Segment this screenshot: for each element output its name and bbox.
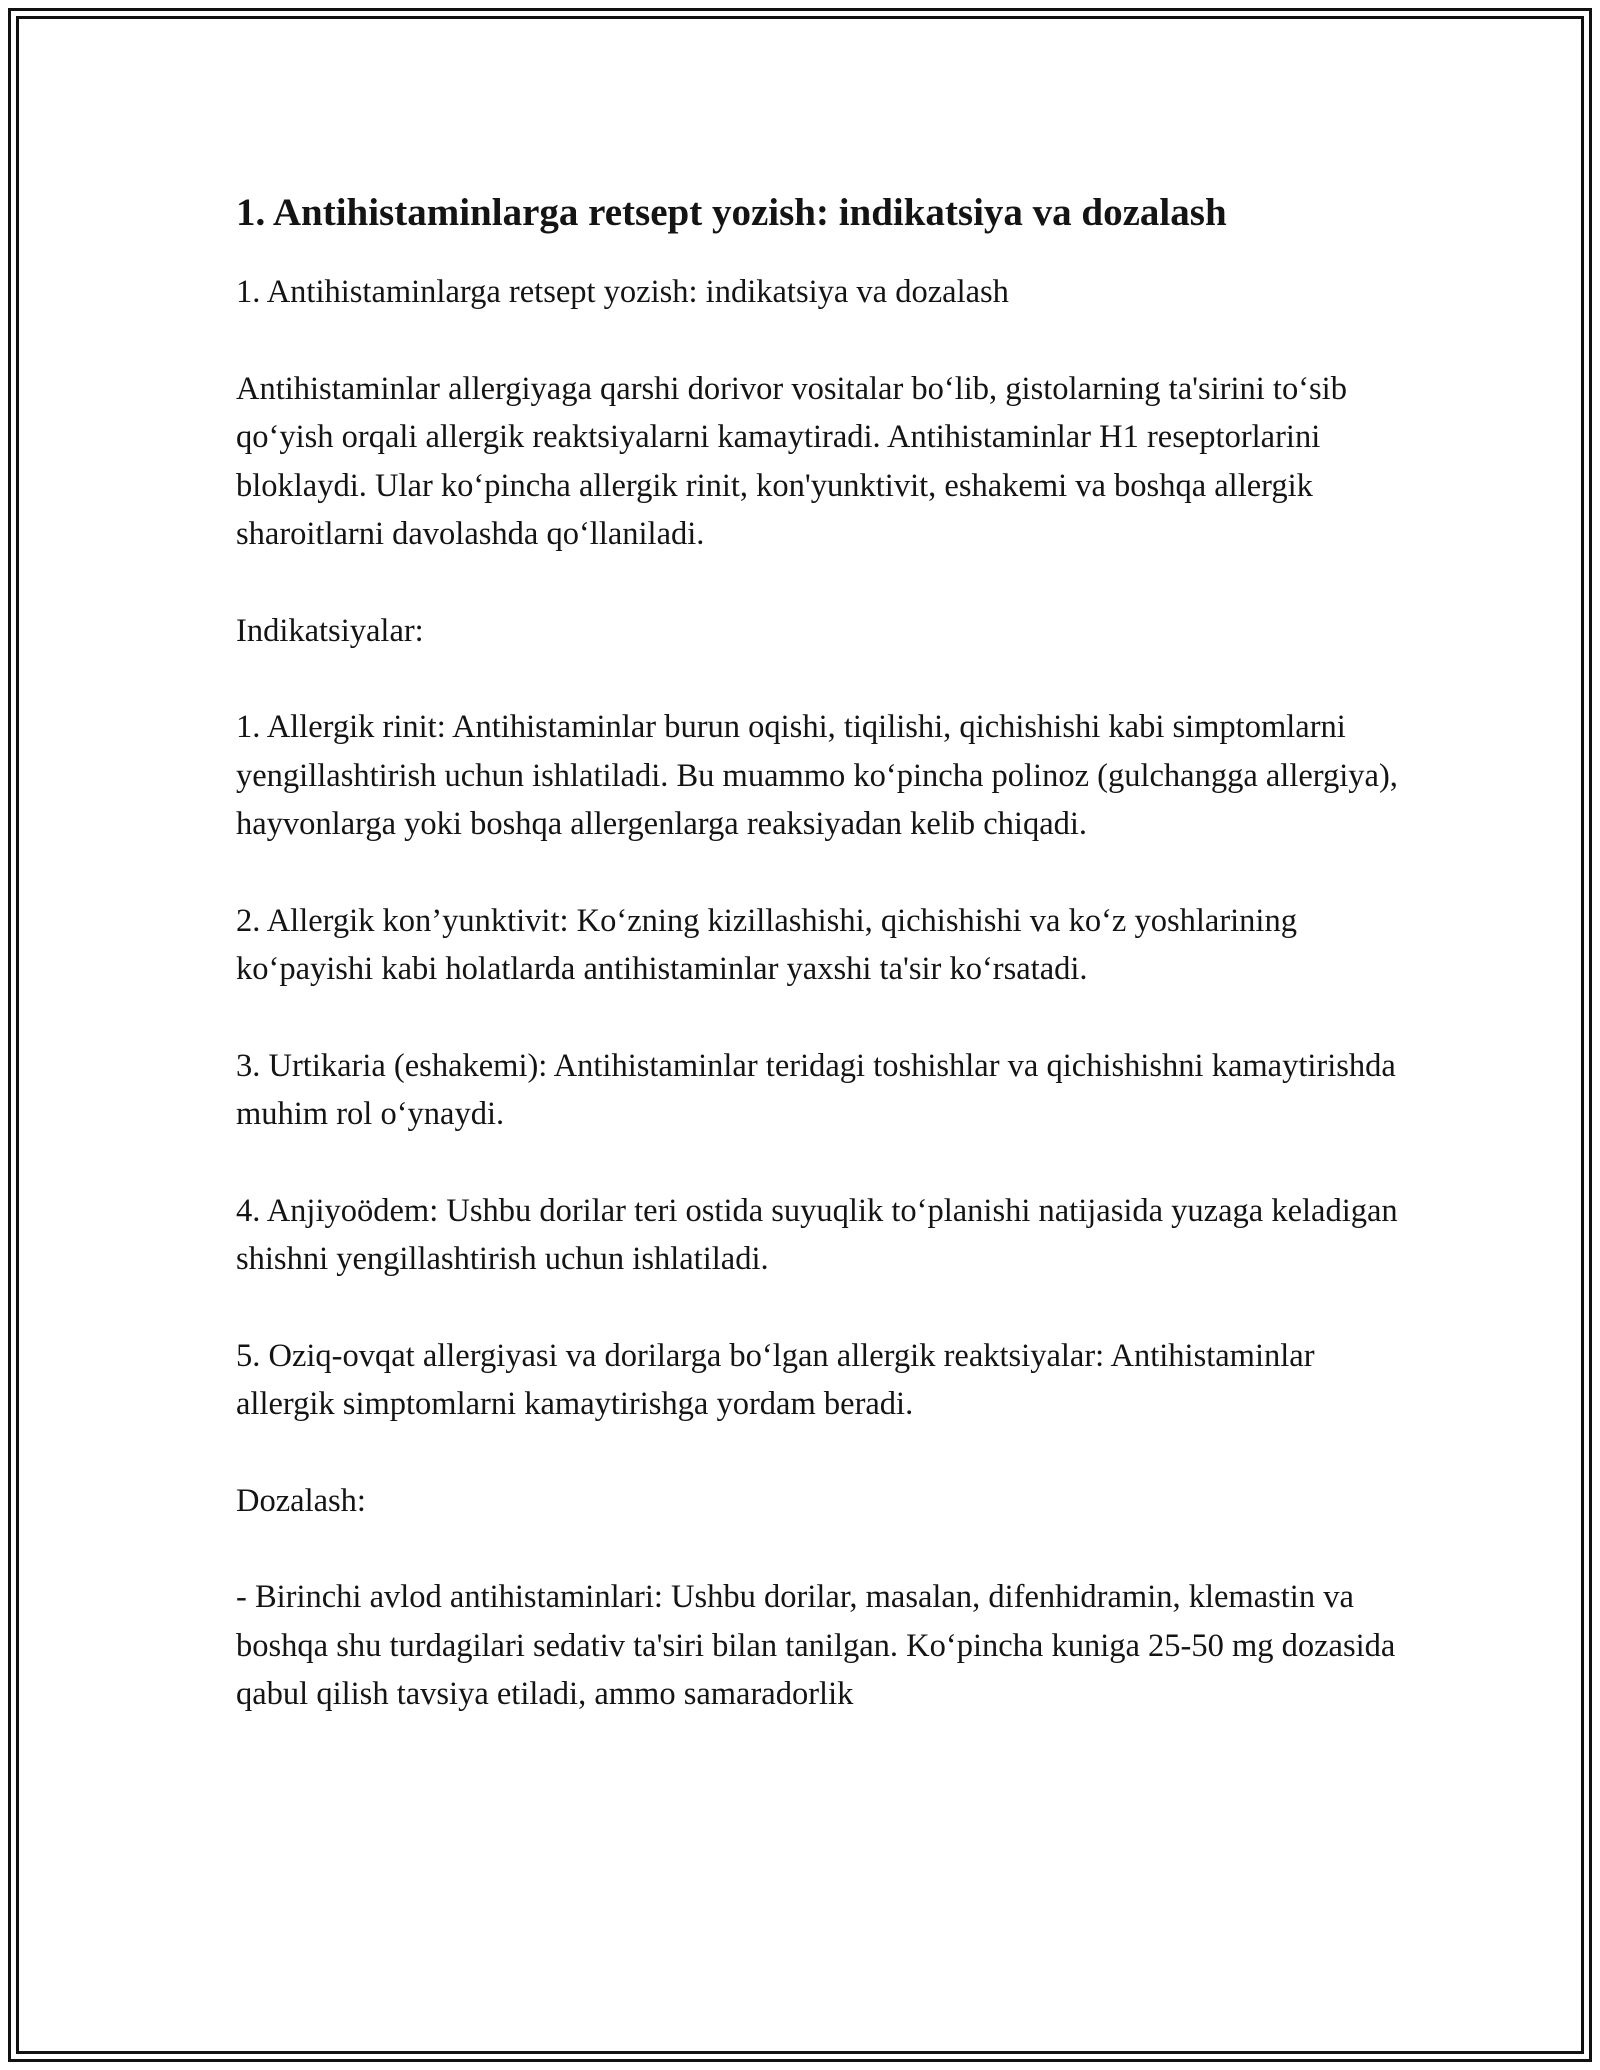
paragraph-dosage-1: - Birinchi avlod antihistaminlari: Ushbu dorilar, masalan, difenhidramin, klemastin va boshqa shu turdagilari sedativ ta'siri bilan tanilgan. Ko‘pincha kuniga 25-50 mg dozasida qabul qilish tavsiya etiladi, ammo samaradorlik <box>236 1579 1396 1712</box>
paragraph-dosage-heading: Dozalash: <box>236 1482 366 1519</box>
paragraph-indication-2: 2. Allergik kon’yunktivit: Ko‘zning kizillashishi, qichishishi va ko‘z yoshlarining ko‘payishi kabi holatlarda antihistaminlar yaxshi ta'sir ko‘rsatadi. <box>236 902 1297 987</box>
paragraph-indication-5: 5. Oziq-ovqat allergiyasi va dorilarga bo‘lgan allergik reaktsiyalar: Antihistaminlar allergik simptomlarni kamaytirishga yordam beradi. <box>236 1337 1315 1422</box>
paragraph-indication-4: 4. Anjiyoödem: Ushbu dorilar teri ostida suyuqlik to‘planishi natijasida yuzaga keladigan shishni yengillashtirish uchun ishlatiladi. <box>236 1192 1398 1277</box>
paragraph-title-repeat: 1. Antihistaminlarga retsept yozish: indikatsiya va dozalash <box>236 274 1009 310</box>
paragraph-indication-3: 3. Urtikaria (eshakemi): Antihistaminlar teridagi toshishlar va qichishishni kamaytirishda muhim rol o‘ynaydi. <box>236 1047 1396 1132</box>
paragraph-indications-heading: Indikatsiyalar: <box>236 612 424 649</box>
paragraph-intro: Antihistaminlar allergiyaga qarshi dorivor vositalar bo‘lib, gistolarning ta'sirini to‘sib qo‘yish orqali allergik reaktsiyalarni kamaytiradi. Antihistaminlar H1 reseptorlarini bloklaydi. Ular ko‘pincha allergik rinit, kon'yunktivit, eshakemi va boshqa allergik sharoitlarni davolashda qo‘llaniladi. <box>236 370 1347 552</box>
document-heading: 1. Antihistaminlarga retsept yozish: indikatsiya va dozalash <box>236 191 1227 234</box>
document-body <box>236 186 1416 1767</box>
paragraph-indication-1: 1. Allergik rinit: Antihistaminlar burun oqishi, tiqilishi, qichishishi kabi simptomlarni yengillashtirish uchun ishlatiladi. Bu muammo ko‘pincha polinoz (gulchangga allergiya), hayvonlarga yoki boshqa allergenlarga reaksiyadan kelib chiqadi. <box>236 709 1398 842</box>
